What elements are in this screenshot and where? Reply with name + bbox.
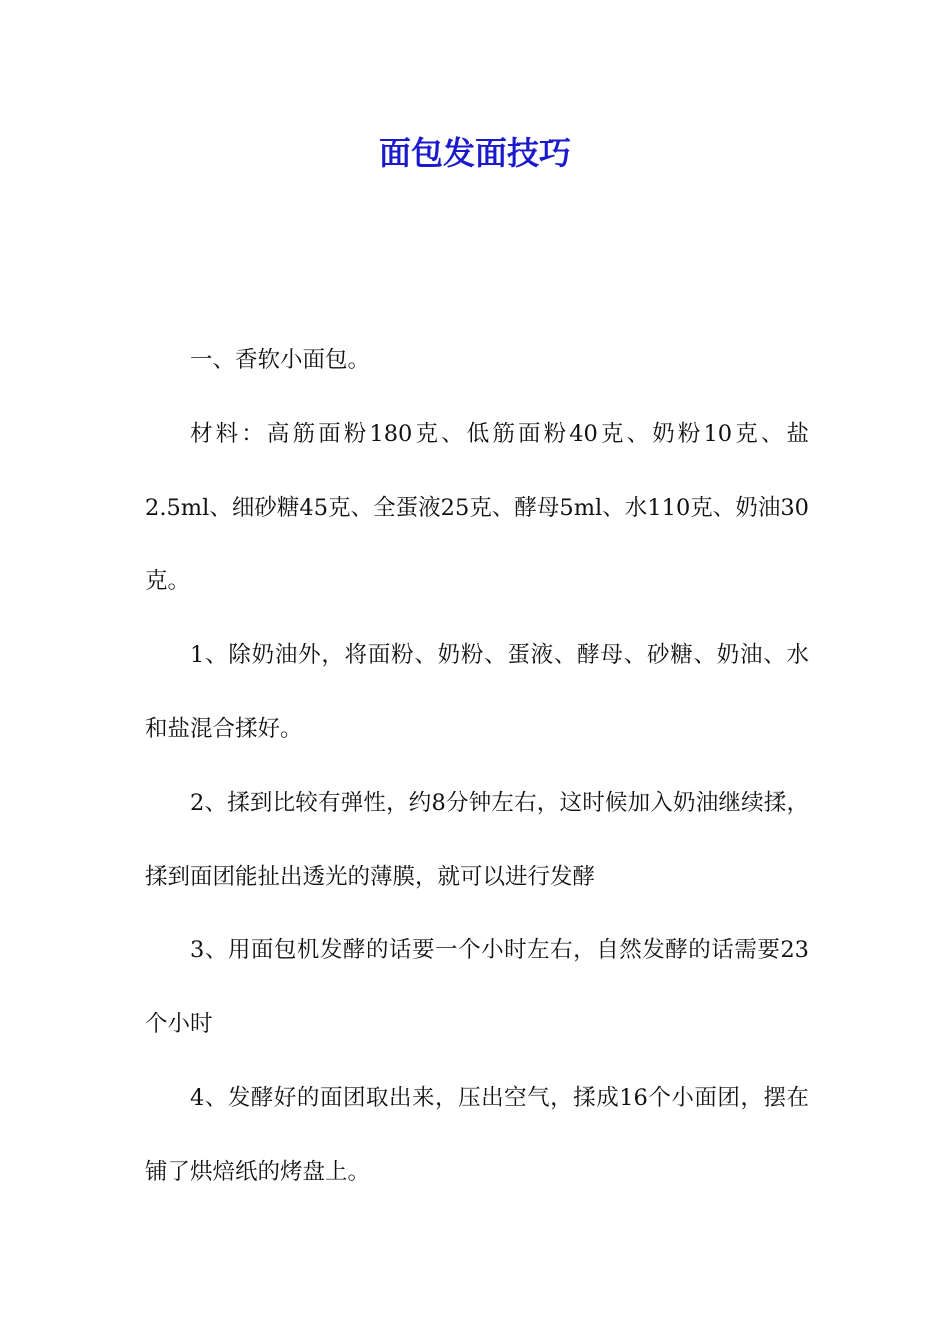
document-title: 面包发面技巧 (378, 134, 571, 172)
section-heading: 一、香软小面包。 (190, 347, 371, 373)
step-2-paragraph: 2、揉到比较有弹性，约8分钟左右，这时候加入奶油继续揉，揉到面团能扯出透光的薄膜，就可以进行发酵 (145, 789, 809, 890)
ingredients-paragraph: 材料：高筋面粉180克、低筋面粉40克、奶粉10克、盐2.5ml、细砂糖45克、全蛋液25克、酵母5ml、水110克、奶油30克。 (145, 420, 809, 595)
step-1-paragraph: 1、除奶油外，将面粉、奶粉、蛋液、酵母、砂糖、奶油、水和盐混合揉好。 (145, 642, 809, 742)
step-3-paragraph: 3、用面包机发酵的话要一个小时左右，自然发酵的话需要23个小时 (145, 937, 809, 1038)
document-body (145, 324, 809, 1210)
step-4-paragraph: 4、发酵好的面团取出来，压出空气，揉成16个小面团，摆在铺了烘焙纸的烤盘上。 (145, 1084, 809, 1185)
